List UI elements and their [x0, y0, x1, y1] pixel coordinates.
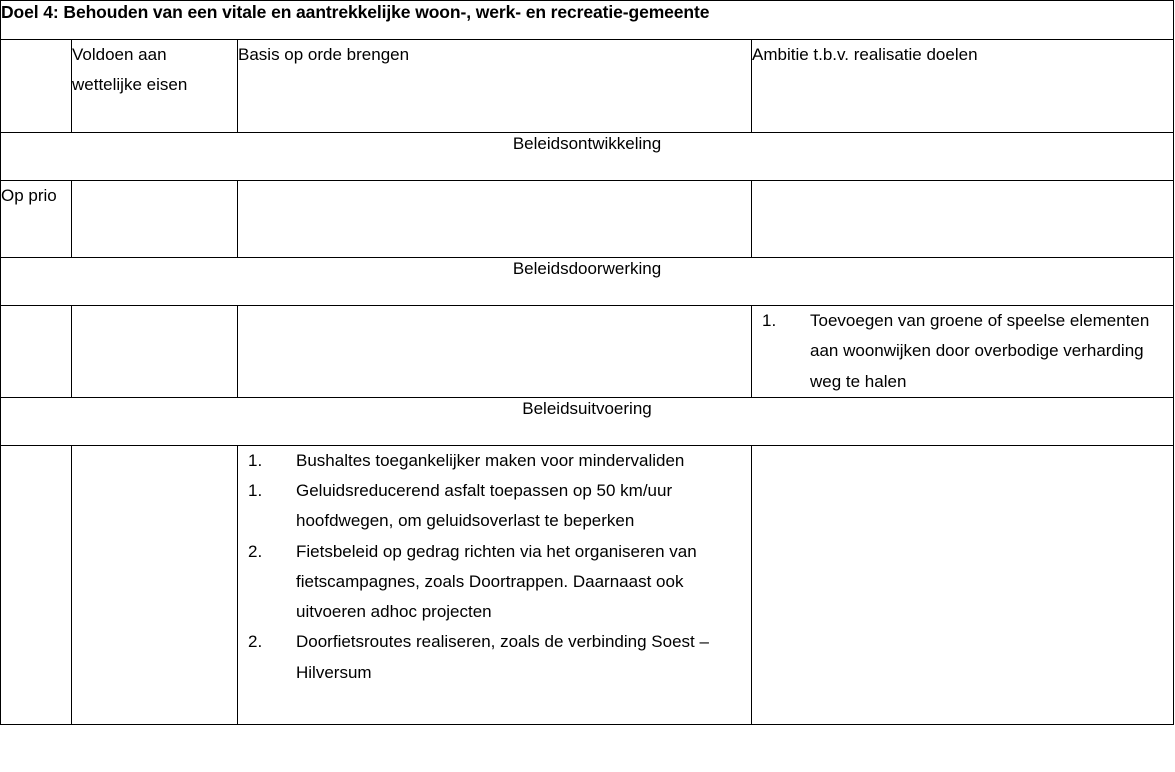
- list-item-marker: 1.: [248, 450, 263, 470]
- column-header-label-3: Basis op orde brengen: [238, 45, 410, 64]
- row-beleidsontwikkeling-cell-1: [1, 181, 72, 258]
- column-header-cell-3: [238, 40, 752, 133]
- list-item-text: Bushaltes toegankelijker maken voor mindervaliden: [296, 450, 685, 470]
- section-band-beleidsdoorwerking: [1, 258, 1174, 306]
- basis-op-orde-list: [238, 446, 751, 688]
- table-title-cell: [1, 1, 1174, 40]
- row-beleidsontwikkeling-cell-2: [72, 181, 238, 258]
- section-band-cell: [1, 258, 1174, 306]
- list-item-text: Geluidsreducerend asfalt toepassen op 50 km/uur hoofdwegen, om geluidsoverlast te beperken: [296, 481, 673, 531]
- column-header-label-4: Ambitie t.b.v. realisatie doelen: [752, 45, 978, 64]
- section-band-label-beleidsontwikkeling: Beleidsontwikkeling: [512, 134, 662, 153]
- table-row-beleidsuitvoering: [1, 445, 1174, 724]
- list-item: [752, 306, 1173, 397]
- page-title: Doel 4: Behouden van een vitale en aantrekkelijke woon-, werk- en recreatie-gemeente: [1, 2, 710, 22]
- section-band-label-beleidsdoorwerking: Beleidsdoorwerking: [512, 259, 662, 278]
- list-item: [238, 476, 751, 537]
- row-beleidsdoorwerking-cell-3: [238, 306, 752, 398]
- row-beleidsdoorwerking-cell-1: [1, 306, 72, 398]
- row-beleidsontwikkeling-cell-3: [238, 181, 752, 258]
- list-item: [238, 446, 751, 476]
- column-header-cell-4: [752, 40, 1174, 133]
- list-item: [238, 537, 751, 628]
- list-item-marker: 2.: [248, 632, 263, 652]
- section-band-cell: [1, 133, 1174, 181]
- list-item: [238, 627, 751, 688]
- section-band-beleidsontwikkeling: [1, 133, 1174, 181]
- row-beleidsontwikkeling-cell-4: [752, 181, 1174, 258]
- list-item-text: Doorfietsroutes realiseren, zoals de verbinding Soest – Hilversum: [296, 632, 709, 682]
- row-beleidsuitvoering-cell-2: [72, 445, 238, 724]
- row-beleidsuitvoering-cell-3: [238, 445, 752, 724]
- row-beleidsdoorwerking-cell-2: [72, 306, 238, 398]
- priority-label: Op prio: [1, 186, 57, 205]
- table-title-row: [1, 1, 1174, 40]
- column-header-label-2: Voldoen aan wettelijke eisen: [72, 45, 188, 95]
- list-item-text: Fietsbeleid op gedrag richten via het organiseren van fietscampagnes, zoals Doortrappen. Daarnaast ook uitvoeren adhoc projecten: [296, 541, 697, 621]
- ambitie-list: [752, 306, 1173, 397]
- row-beleidsuitvoering-cell-4: [752, 445, 1174, 724]
- section-band-beleidsuitvoering: [1, 397, 1174, 445]
- column-header-cell-1: [1, 40, 72, 133]
- list-item-marker: 2.: [248, 541, 263, 561]
- list-item-marker: 1.: [248, 481, 263, 500]
- column-header-row: [1, 40, 1174, 133]
- row-beleidsdoorwerking-cell-4: [752, 306, 1174, 398]
- list-item-text: Toevoegen van groene of speelse elementen aan woonwijken door overbodige verharding weg te halen: [810, 311, 1150, 391]
- section-band-label-beleidsuitvoering: Beleidsuitvoering: [522, 398, 652, 418]
- row-beleidsuitvoering-cell-1: [1, 445, 72, 724]
- section-band-cell: [1, 397, 1174, 445]
- list-item-marker: 1.: [762, 311, 777, 330]
- table-row-beleidsdoorwerking: [1, 306, 1174, 398]
- table-row-beleidsontwikkeling: [1, 181, 1174, 258]
- column-header-cell-2: [72, 40, 238, 133]
